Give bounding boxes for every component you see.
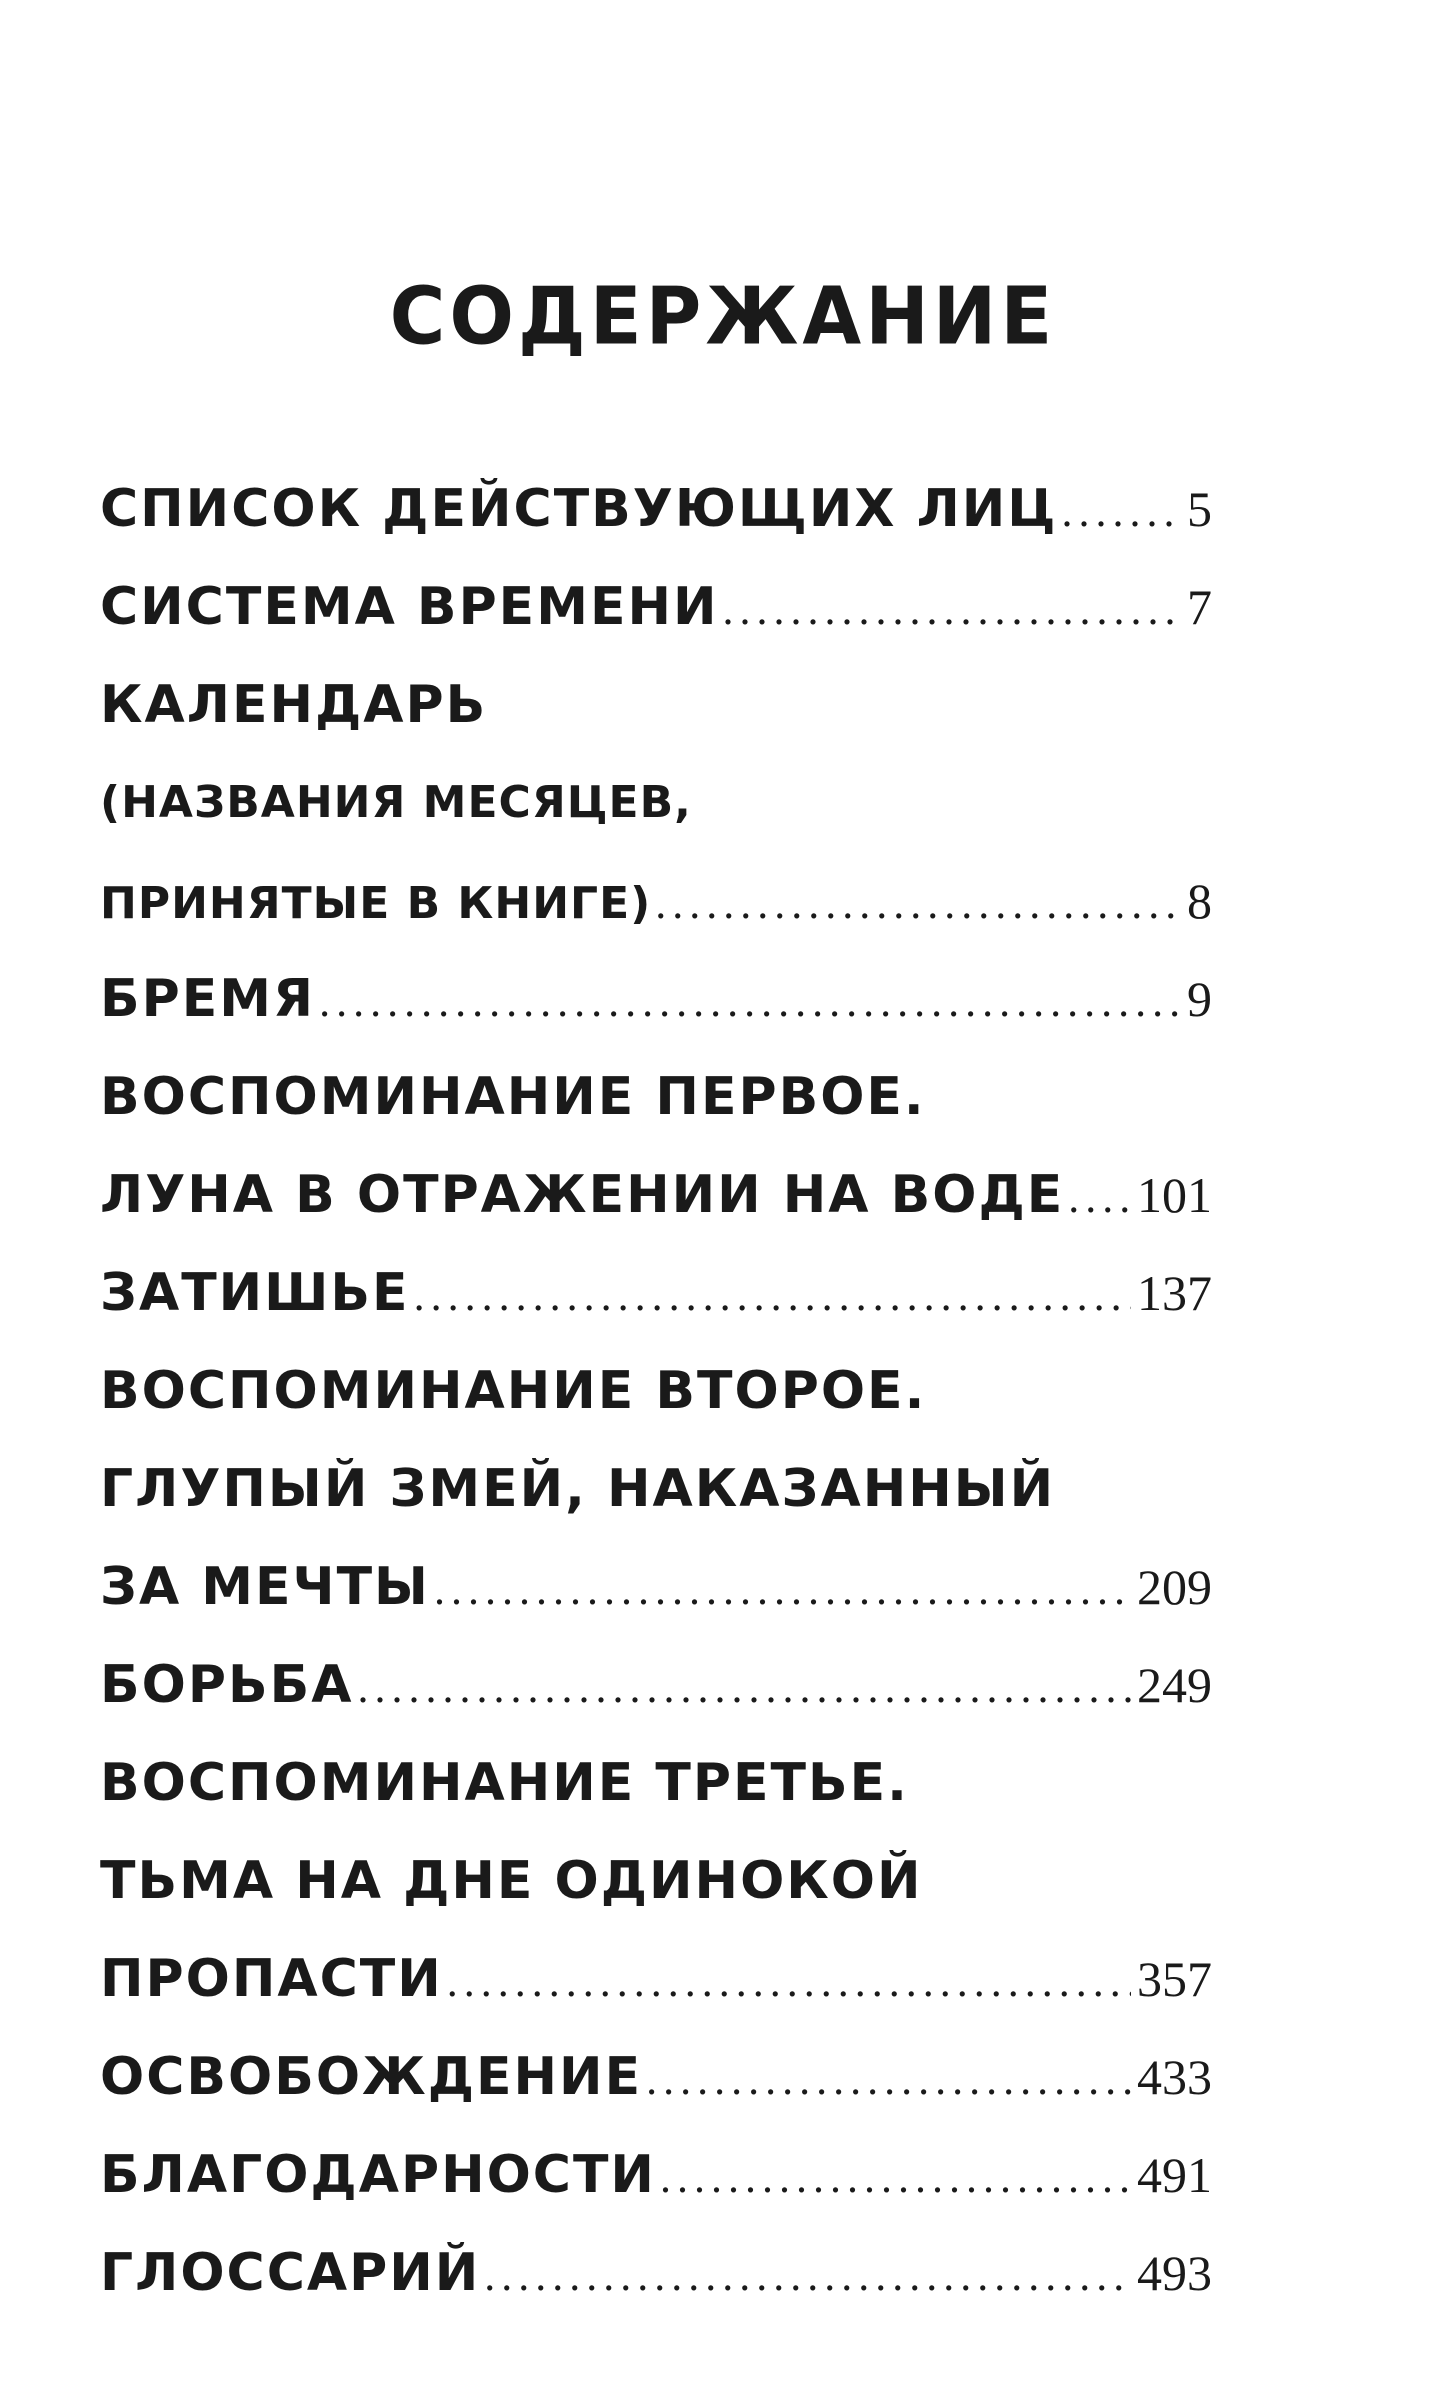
toc-entry-line bbox=[100, 2028, 1212, 2126]
dot-leader bbox=[319, 953, 1181, 1051]
toc-entry-line bbox=[100, 950, 1212, 1048]
toc-entry-label: ВОСПОМИНАНИЕ ВТОРОЕ. bbox=[100, 1361, 927, 1421]
dot-leader bbox=[434, 1541, 1131, 1639]
dot-leader bbox=[660, 2129, 1131, 2227]
toc-page-number: 7 bbox=[1187, 579, 1212, 635]
toc-entry-label: КАЛЕНДАРЬ bbox=[100, 675, 488, 735]
toc-entry-label: СИСТЕМА ВРЕМЕНИ bbox=[100, 577, 719, 637]
toc-entry-line bbox=[100, 460, 1212, 558]
toc-entry-line bbox=[100, 1734, 1212, 1832]
toc-entry-label: ВОСПОМИНАНИЕ ПЕРВОЕ. bbox=[100, 1067, 926, 1127]
toc-entry-label: ЗАТИШЬЕ bbox=[100, 1263, 410, 1323]
toc-entry-label: ЗА МЕЧТЫ bbox=[100, 1557, 430, 1617]
dot-leader bbox=[484, 2227, 1131, 2325]
toc-entry-line bbox=[100, 1342, 1212, 1440]
toc-entry-label: БРЕМЯ bbox=[100, 969, 316, 1029]
toc-entry-label: ОСВОБОЖДЕНИЕ bbox=[100, 2047, 643, 2107]
toc-entry-label: ГЛУПЫЙ ЗМЕЙ, НАКАЗАННЫЙ bbox=[100, 1459, 1056, 1519]
dot-leader bbox=[1062, 463, 1181, 561]
toc-page-number: 493 bbox=[1137, 2245, 1212, 2301]
toc-page-number: 8 bbox=[1187, 873, 1212, 929]
toc-entry-label: ПРИНЯТЫЕ В КНИГЕ) bbox=[100, 878, 652, 929]
dot-leader bbox=[1068, 1149, 1131, 1247]
toc-entry-line bbox=[100, 852, 1212, 950]
toc-entry-line bbox=[100, 1636, 1212, 1734]
dot-leader bbox=[723, 561, 1181, 659]
toc-page-number: 209 bbox=[1137, 1559, 1212, 1615]
toc-entry bbox=[100, 1636, 1212, 1734]
toc-entry-label: ПРОПАСТИ bbox=[100, 1949, 443, 2009]
toc-entry bbox=[100, 460, 1212, 558]
toc-entry bbox=[100, 558, 1212, 656]
toc-entry-line bbox=[100, 2224, 1212, 2322]
dot-leader bbox=[414, 1247, 1131, 1345]
toc-entry bbox=[100, 2224, 1212, 2322]
toc-entry bbox=[100, 1244, 1212, 1342]
toc-entry-line bbox=[100, 754, 1212, 852]
table-of-contents bbox=[100, 460, 1212, 2322]
dot-leader bbox=[357, 1639, 1131, 1737]
page-title: СОДЕРЖАНИЕ bbox=[389, 268, 1057, 363]
toc-page-number: 433 bbox=[1137, 2049, 1212, 2105]
toc-entry-line bbox=[100, 558, 1212, 656]
toc-entry-line bbox=[100, 1538, 1212, 1636]
toc-page-number: 5 bbox=[1187, 481, 1212, 537]
toc-entry bbox=[100, 950, 1212, 1048]
toc-page-number: 9 bbox=[1187, 971, 1212, 1027]
toc-entry-line bbox=[100, 1244, 1212, 1342]
toc-entry-label: ЛУНА В ОТРАЖЕНИИ НА ВОДЕ bbox=[100, 1165, 1065, 1225]
dot-leader bbox=[447, 1933, 1131, 2031]
toc-entry-line bbox=[100, 2126, 1212, 2224]
toc-entry-line bbox=[100, 1048, 1212, 1146]
toc-entry-label: БОРЬБА bbox=[100, 1655, 354, 1715]
toc-entry-label: ТЬМА НА ДНЕ ОДИНОКОЙ bbox=[100, 1851, 923, 1911]
toc-page-number: 249 bbox=[1137, 1657, 1212, 1713]
toc-entry bbox=[100, 1734, 1212, 2028]
toc-entry bbox=[100, 1048, 1212, 1244]
toc-entry bbox=[100, 1342, 1212, 1636]
toc-entry bbox=[100, 2126, 1212, 2224]
toc-entry-label: ВОСПОМИНАНИЕ ТРЕТЬЕ. bbox=[100, 1753, 909, 1813]
toc-entry-line bbox=[100, 1930, 1212, 2028]
toc-entry-line bbox=[100, 656, 1212, 754]
toc-entry bbox=[100, 2028, 1212, 2126]
toc-entry-label: СПИСОК ДЕЙСТВУЮЩИХ ЛИЦ bbox=[100, 479, 1058, 539]
dot-leader bbox=[655, 855, 1181, 953]
toc-page-number: 357 bbox=[1137, 1951, 1212, 2007]
toc-entry-label: БЛАГОДАРНОСТИ bbox=[100, 2145, 656, 2205]
toc-entry bbox=[100, 656, 1212, 950]
toc-page-number: 137 bbox=[1137, 1265, 1212, 1321]
toc-page-number: 491 bbox=[1137, 2147, 1212, 2203]
toc-entry-line bbox=[100, 1146, 1212, 1244]
toc-page-number: 101 bbox=[1137, 1167, 1212, 1223]
dot-leader bbox=[646, 2031, 1131, 2129]
toc-entry-line bbox=[100, 1440, 1212, 1538]
toc-entry-label: (НАЗВАНИЯ МЕСЯЦЕВ, bbox=[100, 777, 692, 828]
toc-entry-line bbox=[100, 1832, 1212, 1930]
toc-entry-label: ГЛОССАРИЙ bbox=[100, 2243, 481, 2303]
